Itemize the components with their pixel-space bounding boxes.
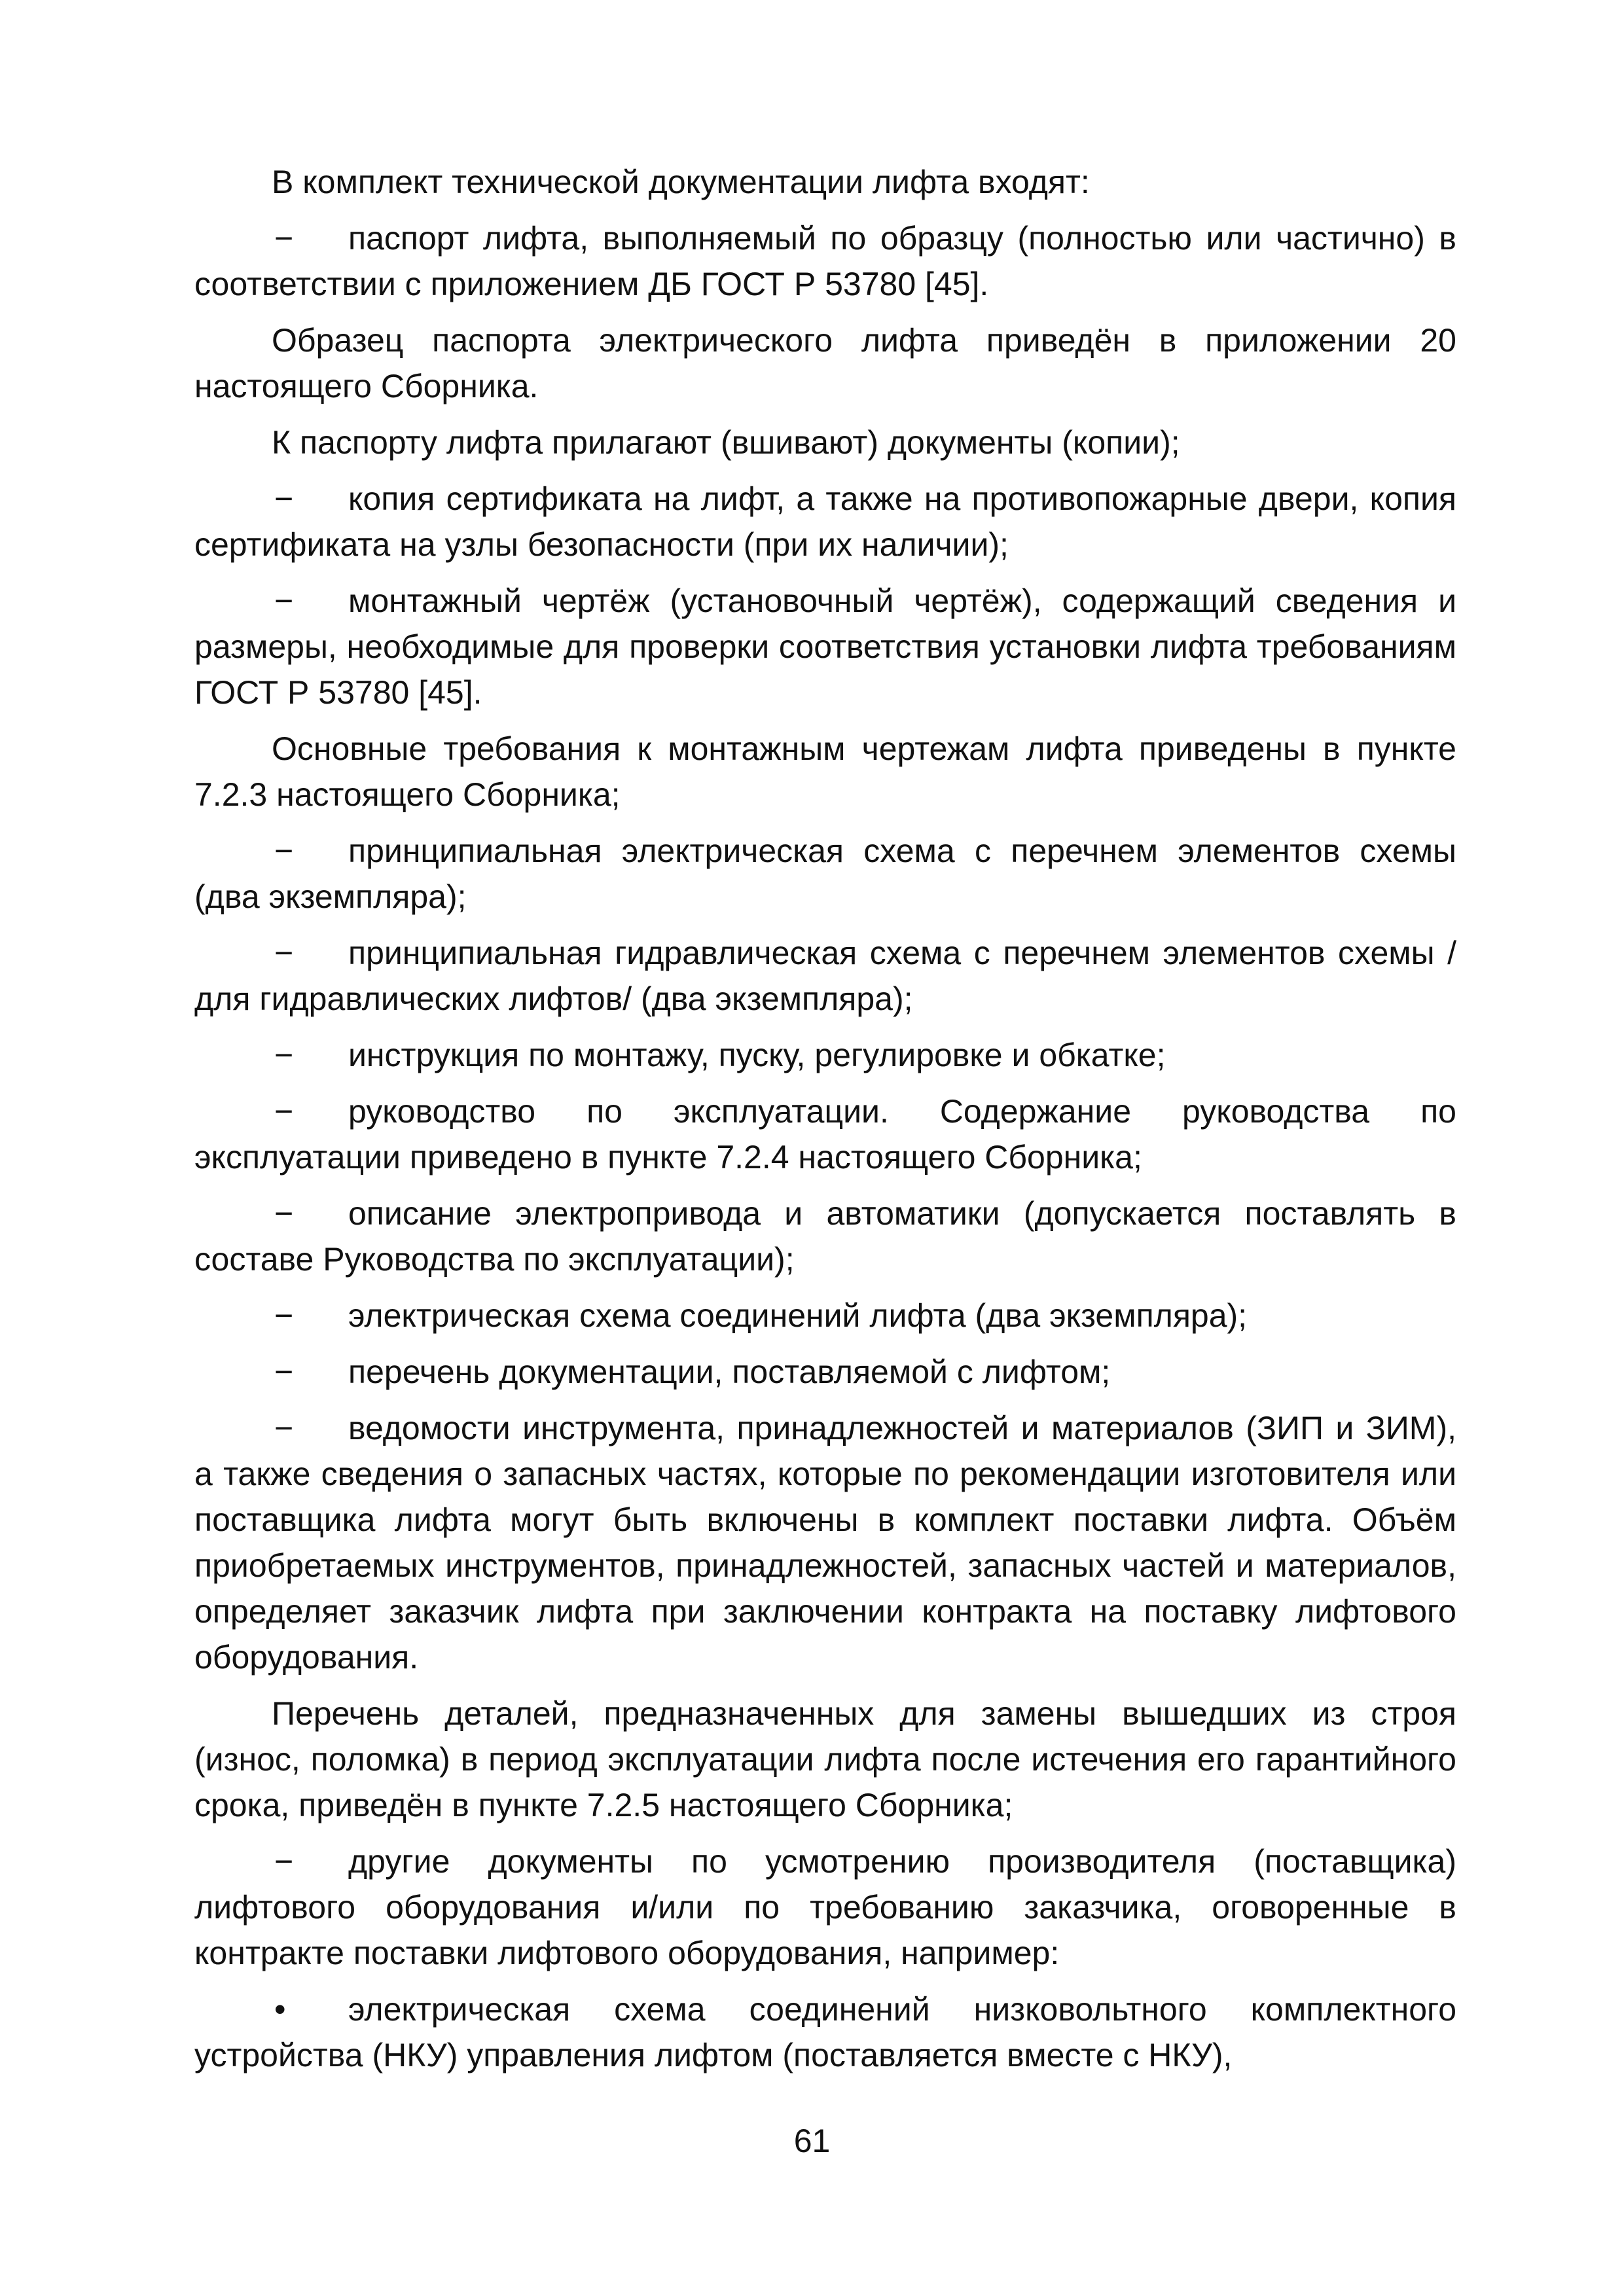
list-item-operation-manual: [194, 1088, 1456, 1180]
list-item-drive-description: [194, 1191, 1456, 1282]
list-item-hydraulic-schematic: [194, 930, 1456, 1022]
list-item-text: паспорт лифта, выполняемый по образцу (полностью или частично) в соответствии с приложением ДБ ГОСТ Р 53780 [45].: [194, 220, 1456, 302]
list-item-text: другие документы по усмотрению производителя (поставщика) лифтового оборудования и/или по требованию заказчика, оговоренные в контракте поставки лифтового оборудования, например:: [194, 1843, 1456, 1971]
dash-marker: −: [274, 1354, 294, 1390]
bullet-marker: •: [274, 1991, 286, 2028]
list-item-text: электрическая схема соединений лифта (два экземпляра);: [348, 1297, 1248, 1334]
dash-marker: −: [274, 833, 294, 869]
list-item-installation-instructions: [194, 1032, 1456, 1078]
list-item-nku-wiring: [194, 1986, 1456, 2078]
list-item-text: ведомости инструмента, принадлежностей и материалов (ЗИП и ЗИМ), а также сведения о запасных частях, которые по рекомендации изготовителя или поставщика лифта могут быть включены в комплект поставки лифта. Объём приобретаемых инструментов, принадлежностей, запасных частей и материалов, определяет заказчик лифта при заключении контракта на поставку лифтового оборудования.: [194, 1410, 1456, 1676]
dash-marker: −: [274, 935, 294, 971]
paragraph-intro: В комплект технической документации лифта входят:: [272, 164, 1090, 200]
dash-marker: −: [274, 220, 294, 257]
dash-marker: −: [274, 1093, 294, 1130]
list-item-installation-drawing: [194, 578, 1456, 715]
list-item-certificate: [194, 476, 1456, 567]
paragraph-drawing-requirements: Основные требования к монтажным чертежам лифта приведены в пункте 7.2.3 настоящего Сборника;: [194, 730, 1456, 813]
page-number: 61: [793, 2123, 831, 2159]
list-item-wiring-diagram: [194, 1293, 1456, 1338]
list-item-electrical-schematic: [194, 828, 1456, 920]
list-item-text: принципиальная гидравлическая схема с перечнем элементов схемы /для гидравлических лифтов/ (два экземпляра);: [194, 935, 1456, 1017]
list-item-text: электрическая схема соединений низковольтного комплектного устройства (НКУ) управления лифтом (поставляется вместе с НКУ),: [194, 1991, 1456, 2073]
list-item-passport: [194, 215, 1456, 307]
dash-marker: −: [274, 1297, 294, 1334]
paragraph-attachments: К паспорту лифта прилагают (вшивают) документы (копии);: [272, 424, 1180, 461]
list-item-documentation-list: [194, 1349, 1456, 1395]
list-item-spare-parts-statements: [194, 1405, 1456, 1680]
list-item-text: копия сертификата на лифт, а также на противопожарные двери, копия сертификата на узлы безопасности (при их наличии);: [194, 480, 1456, 563]
list-item-text: перечень документации, поставляемой с лифтом;: [348, 1354, 1111, 1390]
dash-marker: −: [274, 1410, 294, 1446]
list-item-text: руководство по эксплуатации. Содержание руководства по эксплуатации приведено в пункте 7.2.4 настоящего Сборника;: [194, 1093, 1456, 1175]
list-item-other-documents: [194, 1839, 1456, 1976]
paragraph-sample-passport: Образец паспорта электрического лифта приведён в приложении 20 настоящего Сборника.: [194, 322, 1456, 404]
paragraph-replacement-parts: Перечень деталей, предназначенных для замены вышедших из строя (износ, поломка) в период эксплуатации лифта после истечения его гарантийного срока, приведён в пункте 7.2.5 настоящего Сборника;: [194, 1695, 1456, 1823]
document-body: [194, 159, 1456, 2089]
dash-marker: −: [274, 1195, 294, 1232]
dash-marker: −: [274, 1843, 294, 1880]
dash-marker: −: [274, 1037, 294, 1073]
list-item-text: монтажный чертёж (установочный чертёж), содержащий сведения и размеры, необходимые для проверки соответствия установки лифта требованиям ГОСТ Р 53780 [45].: [194, 583, 1456, 711]
list-item-text: описание электропривода и автоматики (допускается поставлять в составе Руководства по эксплуатации);: [194, 1195, 1456, 1278]
list-item-text: принципиальная электрическая схема с перечнем элементов схемы (два экземпляра);: [194, 833, 1456, 915]
dash-marker: −: [274, 480, 294, 517]
list-item-text: инструкция по монтажу, пуску, регулировке и обкатке;: [348, 1037, 1166, 1073]
dash-marker: −: [274, 583, 294, 619]
